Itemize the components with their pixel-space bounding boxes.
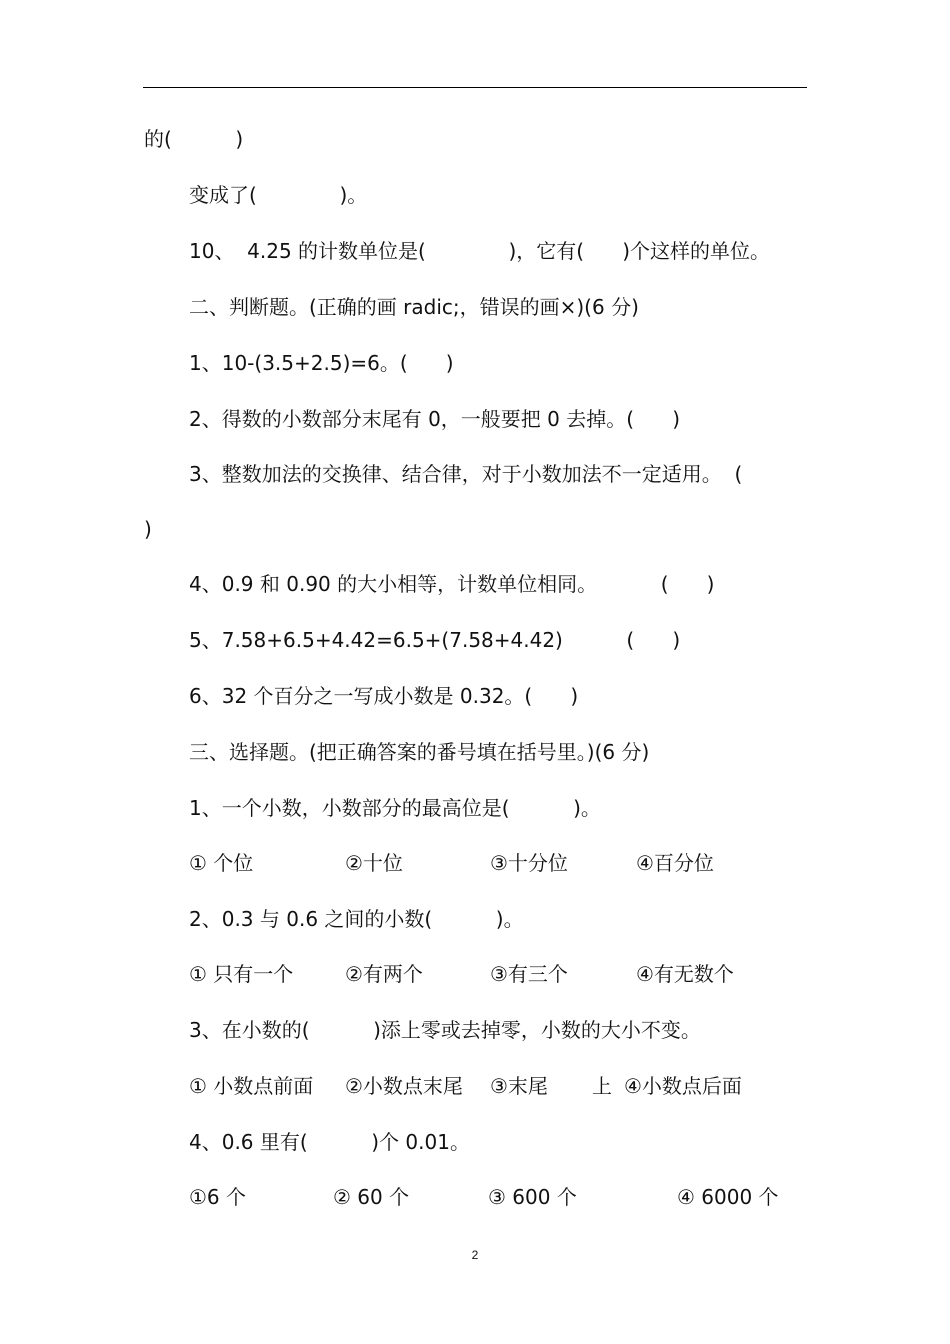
text-line: 10、 4.25 的计数单位是( )，它有( )个这样的单位。 [189,239,771,263]
option-q1-1: ① 个位 [189,851,254,875]
option-q3-3-suffix: 上 [592,1074,612,1098]
question-line: 6、32 个百分之一写成小数是 0.32。( ) [189,684,579,708]
question-line: 3、整数加法的交换律、结合律，对于小数加法不一定适用。 ( [189,462,743,486]
option-q2-2: ②有两个 [345,962,423,986]
option-q3-4: ④小数点后面 [624,1074,742,1098]
option-q4-2: ② 60 个 [333,1185,410,1209]
text-line: 变成了( )。 [189,183,368,207]
option-q3-2: ②小数点末尾 [345,1074,463,1098]
option-q3-3: ③末尾 [490,1074,548,1098]
question-line: 3、在小数的( )添上零或去掉零，小数的大小不变。 [189,1018,701,1042]
option-q1-3: ③十分位 [490,851,568,875]
option-q4-3: ③ 600 个 [488,1185,577,1209]
option-q2-3: ③有三个 [490,962,568,986]
question-line: 1、10-(3.5+2.5)=6。( ) [189,351,454,375]
section-heading-judgement: 二、判断题。(正确的画 radic;，错误的画×)(6 分) [189,295,639,319]
question-line: 4、0.9 和 0.90 的大小相等，计数单位相同。 ( ) [189,572,715,596]
option-q2-4: ④有无数个 [636,962,734,986]
question-line: 5、7.58+6.5+4.42=6.5+(7.58+4.42) ( ) [189,628,681,652]
question-line: 2、得数的小数部分末尾有 0，一般要把 0 去掉。( ) [189,407,680,431]
section-heading-choice: 三、选择题。(把正确答案的番号填在括号里。)(6 分) [189,740,650,764]
question-line: 2、0.3 与 0.6 之间的小数( )。 [189,907,524,931]
option-q4-1: ①6 个 [189,1185,247,1209]
text-line: 的( ) [144,127,244,151]
option-q1-4: ④百分位 [636,851,714,875]
question-line: 1、一个小数，小数部分的最高位是( )。 [189,796,601,820]
option-q3-1: ① 小数点前面 [189,1074,314,1098]
option-q4-4: ④ 6000 个 [677,1185,779,1209]
option-q1-2: ②十位 [345,851,403,875]
page-number: 2 [471,1248,479,1262]
header-rule [143,87,807,88]
question-line: 4、0.6 里有( )个 0.01。 [189,1130,470,1154]
option-q2-1: ① 只有一个 [189,962,294,986]
question-line-continuation: ) [144,517,152,541]
